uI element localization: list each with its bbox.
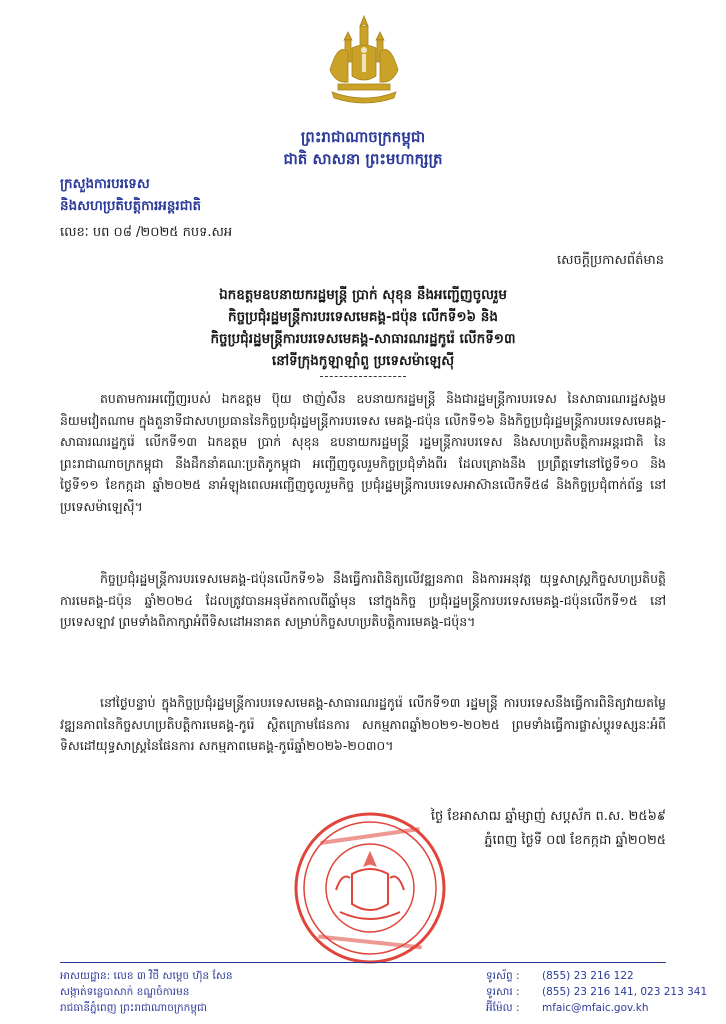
address-line-2: សង្កាត់ទន្លេបាសាក់ ខណ្ឌចំការមន <box>60 986 190 998</box>
ministry-name-line1: ក្រសួងការបរទេស <box>60 176 150 192</box>
solar-date: ភ្នំពេញ ថ្ងៃទី ០៧ ខែកក្កដា ឆ្នាំ២០២៥ <box>484 833 666 848</box>
footer-address <box>60 968 233 1016</box>
phone-label: ទូរស័ព្ទ : <box>486 970 520 982</box>
email-address[interactable]: mfaic@mfaic.gov.kh <box>542 1002 649 1014</box>
address-line-1 <box>60 968 233 984</box>
lunar-date: ថ្ងៃ ខែអាសាឍ ឆ្នាំម្សាញ់ សប្តស័ក ព.ស. ២៥៦៩ <box>430 809 666 824</box>
title-line-2: កិច្ចប្រជុំរដ្ឋមន្ត្រីការបរទេសមេគង្គ-ជប៉ុន លើកទី១៦ និង <box>228 309 498 325</box>
reference-number: លេខៈ បព ០៨ /២០២៥ កបទ.សអ <box>60 225 233 240</box>
body-paragraph-3: នៅថ្ងៃបន្ទាប់ ក្នុងកិច្ចប្រជុំរដ្ឋមន្ត្រីការបរទេសមេគង្គ-សាធារណរដ្ឋកូរ៉េ លើកទី១៣ រដ្ឋមន្ត្រី ការបរទេសនឹងធ្វើការពិនិត្យវាយតម្លៃវឌ្ឍនភាពនៃកិច្ចសហប្រតិបត្តិការមេគង្គ-កូរ៉េ ស្ថិតក្រោមផែនការ សកម្មភាពឆ្នាំ២០២១-២០២៥ ព្រមទាំងធ្វើការផ្លាស់ប្ដូរទស្សនៈអំពីទិសដៅយុទ្ធសាស្ត្រនៃផែនការ សកម្មភាពមេគង្គ-កូរ៉េឆ្នាំ២០២៦-២០៣០។ <box>60 695 666 753</box>
body-paragraph-1: តបតាមការអញ្ជើញរបស់ ឯកឧត្ដម ប៊ុយ ថាញ់សឺន ឧបនាយករដ្ឋមន្ត្រី និងជារដ្ឋមន្ត្រីការបរទេស នៃសាធារណរដ្ឋសង្គមនិយមវៀតណាម ក្នុងតួនាទីជាសហប្រធាននៃកិច្ចប្រជុំរដ្ឋមន្ត្រីការបរទេស មេគង្គ-ជប៉ុន លើកទី១៦ និងកិច្ចប្រជុំរដ្ឋមន្ត្រីការបរទេសមេគង្គ-សាធារណរដ្ឋកូរ៉េ លើកទី១៣ ឯកឧត្ដម ប្រាក់ សុខុន ឧបនាយករដ្ឋមន្ត្រី រដ្ឋមន្ត្រីការបរទេស និងសហប្រតិបត្តិការអន្តរជាតិ នៃ ព្រះរាជាណាចក្រកម្ពុជា នឹងដឹកនាំគណៈប្រតិភូកម្ពុជា អញ្ជើញចូលរួមកិច្ចប្រជុំទាំងពីរ ដែលគ្រោងនឹង ប្រព្រឹត្តទៅនៅថ្ងៃទី១០ និងថ្ងៃទី១១ ខែកក្កដា ឆ្នាំ២០២៥ នាអំឡុងពេលអញ្ជើញចូលរួមកិច្ច ប្រជុំរដ្ឋមន្ត្រីការបរទេសអាស៊ានលើកទី៥៨ និងកិច្ចប្រជុំពាក់ព័ន្ធ នៅប្រទេសម៉ាឡេស៊ី។ <box>60 391 666 514</box>
title-line-1: ឯកឧត្ដមឧបនាយករដ្ឋមន្ត្រី ប្រាក់ សុខុន នឹងអញ្ជើញចូលរួម <box>219 287 507 303</box>
kingdom-name: ព្រះរាជាណាចក្រកម្ពុជា <box>300 128 426 146</box>
email-row <box>486 1000 707 1016</box>
phone-number: (855) 23 216 122 <box>542 970 634 982</box>
footer-divider <box>60 962 666 963</box>
national-motto: ជាតិ សាសនា ព្រះមហាក្សត្រ <box>283 150 443 168</box>
document-type: សេចក្ដីប្រកាសព័ត៌មាន <box>556 253 664 268</box>
royal-arms-icon <box>318 12 410 108</box>
ministry-name-line2: និងសហប្រតិបត្តិការអន្តរជាតិ <box>60 198 202 214</box>
title-line-3: កិច្ចប្រជុំរដ្ឋមន្ត្រីការបរទេសមេគង្គ-សាធារណរដ្ឋកូរ៉េ លើកទី១៣ <box>210 331 516 347</box>
title-line-4: នៅទីក្រុងកូឡាឡាំពួ ប្រទេសម៉ាឡេស៊ី <box>271 353 455 369</box>
phone-row <box>486 968 707 984</box>
fax-row <box>486 984 707 1000</box>
title-divider <box>320 376 406 377</box>
official-seal-icon <box>290 808 450 968</box>
address-line-1-text: លេខ ៣ វិថី សម្ដេច ហ៊ុន សែន <box>113 970 233 982</box>
fax-number: (855) 23 216 141, 023 213 341 <box>542 986 708 998</box>
fax-label: ទូរសារ : <box>486 986 520 998</box>
address-label: អាសយដ្ឋាន: <box>60 970 111 982</box>
address-line-3: រាជធានីភ្នំពេញ ព្រះរាជាណាចក្រកម្ពុជា <box>60 1002 207 1014</box>
footer-contacts <box>486 968 707 1016</box>
body-paragraph-2: កិច្ចប្រជុំរដ្ឋមន្ត្រីការបរទេសមេគង្គ-ជប៉ុនលើកទី១៦ នឹងធ្វើការពិនិត្យលើវឌ្ឍនភាព និងការអនុវត្ត យុទ្ធសាស្ត្រកិច្ចសហប្រតិបត្តិការមេគង្គ-ជប៉ុន ឆ្នាំ២០២៤ ដែលត្រូវបានអនុម័តកាលពីឆ្នាំមុន នៅក្នុងកិច្ច ប្រជុំរដ្ឋមន្ត្រីការបរទេសមេគង្គ-ជប៉ុនលើកទី១៥ នៅប្រទេសឡាវ ព្រមទាំងពិភាក្សាអំពីទិសដៅអនាគត សម្រាប់កិច្ចសហប្រតិបត្តិការមេគង្គ-ជប៉ុន។ <box>60 571 666 629</box>
press-release-title <box>80 284 646 372</box>
email-label: អ៊ីម៉ែល : <box>486 1002 520 1014</box>
